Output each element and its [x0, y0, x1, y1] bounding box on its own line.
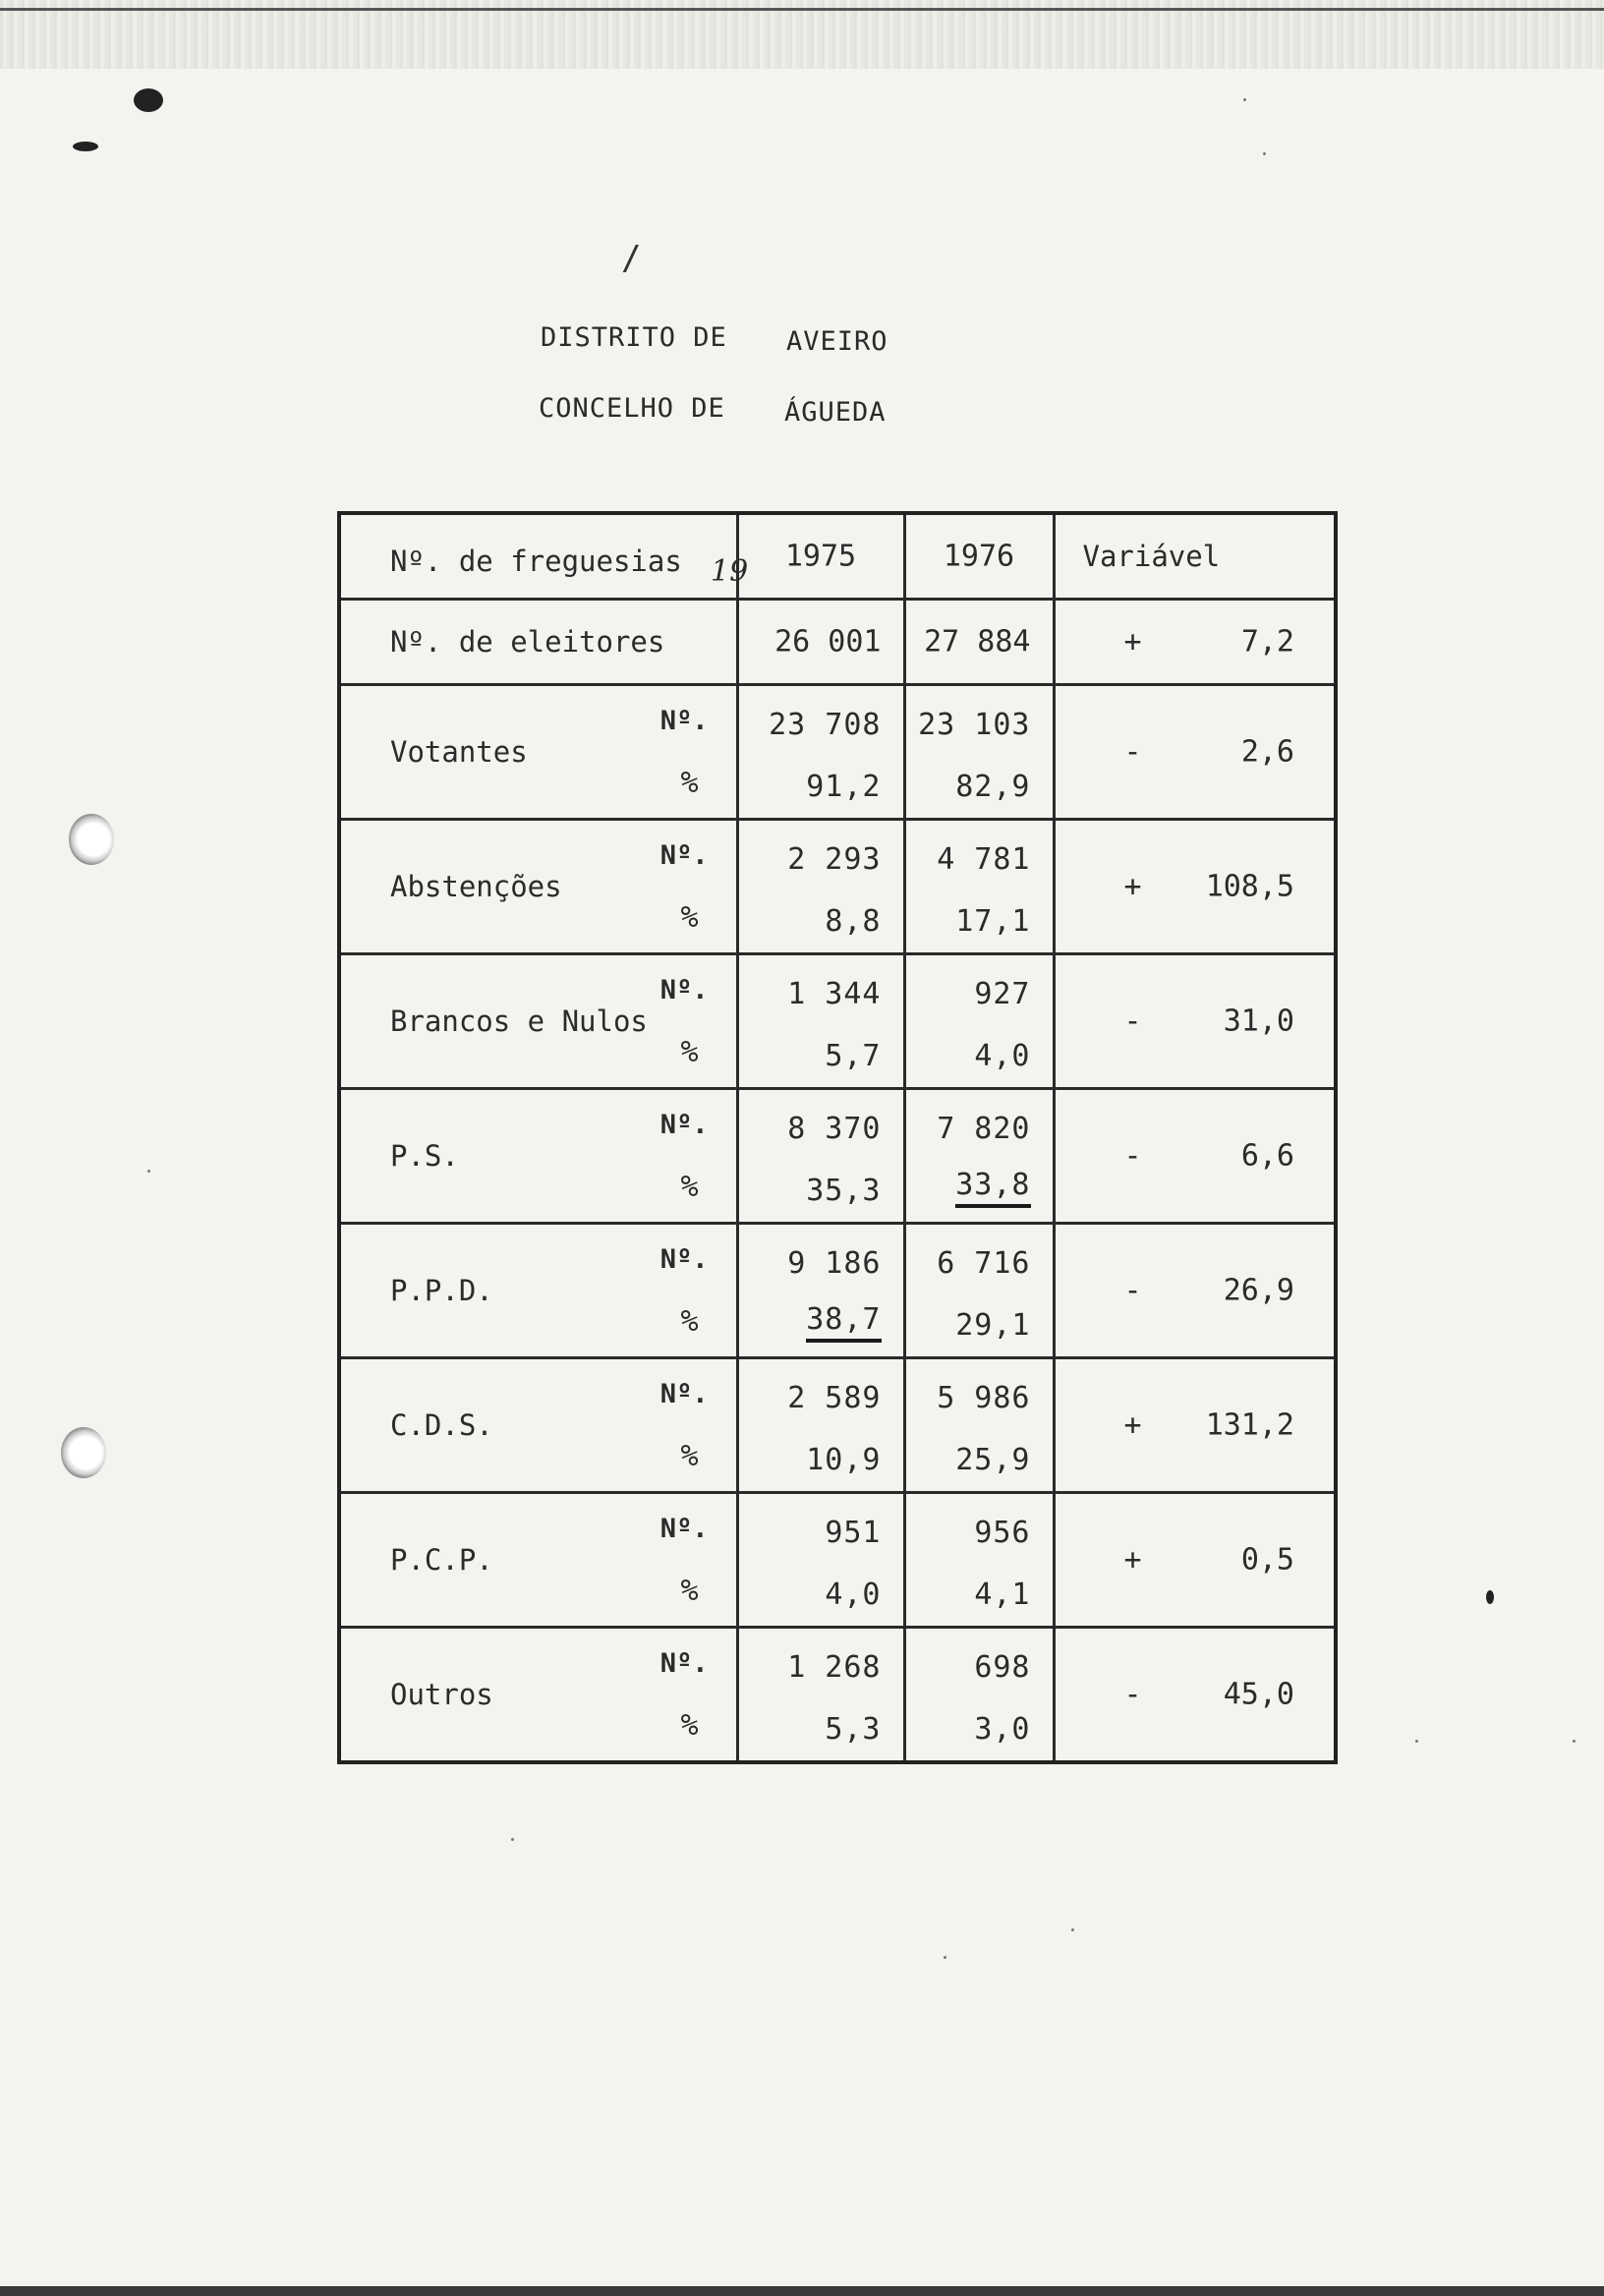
variation-value: 131,2 [1205, 1407, 1294, 1443]
cell-1975 [737, 1089, 904, 1224]
table-row [339, 1089, 1336, 1224]
district-value: AVEIRO [786, 326, 888, 357]
count-1976: 7 820 [937, 1112, 1031, 1146]
row-label-cell [339, 1224, 737, 1358]
percent-marker: % [680, 766, 699, 800]
variation-sign: - [1123, 1138, 1142, 1174]
count-1975: 2 293 [787, 842, 882, 877]
table-row-electors [339, 600, 1336, 685]
percent-1976: 4,1 [974, 1578, 1031, 1612]
percent-1976: 3,0 [974, 1712, 1031, 1747]
municipality-label: CONCELHO DE [539, 393, 725, 424]
percent-1976: 29,1 [955, 1308, 1031, 1343]
table-row [339, 1493, 1336, 1628]
row-label: P.P.D. [390, 1274, 493, 1307]
cell-1975 [737, 820, 904, 954]
cell-1975 [737, 954, 904, 1089]
scan-bottom-edge [0, 2286, 1604, 2296]
variation-cell [1054, 1224, 1336, 1358]
variation-value: 26,9 [1223, 1273, 1294, 1308]
handwritten-slash: / [621, 239, 642, 278]
count-1975: 8 370 [787, 1112, 882, 1146]
count-1975: 1 344 [787, 977, 882, 1011]
electors-label-cell: Nº. de eleitores [339, 600, 737, 685]
punch-hole [61, 1427, 106, 1478]
row-label-cell [339, 1358, 737, 1493]
count-1975: 1 268 [787, 1650, 882, 1685]
header-parishes [339, 513, 749, 600]
header-1976: 1976 [904, 513, 1054, 600]
count-1976: 23 103 [918, 708, 1031, 742]
number-marker: Nº. [659, 1379, 709, 1409]
cell-1976 [904, 685, 1054, 820]
number-marker: Nº. [659, 840, 709, 871]
percent-1976: 25,9 [955, 1443, 1031, 1477]
percent-marker: % [680, 1708, 699, 1743]
row-label-cell [339, 685, 737, 820]
cell-1976 [904, 1358, 1054, 1493]
number-marker: Nº. [659, 706, 709, 736]
cell-1976 [904, 1089, 1054, 1224]
count-1975: 9 186 [787, 1246, 882, 1281]
scan-top-line [0, 8, 1604, 11]
variation-sign: + [1123, 1542, 1142, 1578]
variation-value: 45,0 [1223, 1677, 1294, 1712]
ink-blot [1486, 1590, 1494, 1604]
number-marker: Nº. [659, 1110, 709, 1140]
count-1975: 951 [825, 1516, 882, 1550]
count-1976: 5 986 [937, 1381, 1031, 1415]
variation-cell [1054, 1628, 1336, 1763]
table-row [339, 685, 1336, 820]
percent-marker: % [680, 1439, 699, 1473]
electors-1976: 27 884 [904, 600, 1054, 685]
cell-1976 [904, 1493, 1054, 1628]
electors-1975: 26 001 [737, 600, 904, 685]
cell-1976 [904, 954, 1054, 1089]
variation-cell [1054, 1089, 1336, 1224]
variation-cell [1054, 685, 1336, 820]
percent-1975: 8,8 [825, 904, 882, 939]
ink-blot [134, 88, 163, 112]
row-label: P.C.P. [390, 1543, 493, 1577]
percent-1975: 5,7 [825, 1039, 882, 1073]
row-label-cell [339, 954, 737, 1089]
punch-hole [69, 814, 114, 865]
percent-marker: % [680, 1304, 699, 1339]
cell-1976 [904, 1224, 1054, 1358]
percent-marker: % [680, 1035, 699, 1069]
district-label: DISTRITO DE [541, 322, 727, 353]
municipality-value: ÁGUEDA [784, 397, 887, 428]
row-label-cell [339, 1089, 737, 1224]
speck [1071, 1928, 1074, 1931]
variation-cell [1054, 1493, 1336, 1628]
percent-1975: 91,2 [806, 770, 882, 804]
table-row [339, 1224, 1336, 1358]
count-1976: 4 781 [937, 842, 1031, 877]
cell-1975 [737, 1224, 904, 1358]
count-1976: 698 [974, 1650, 1031, 1685]
variation-value: 108,5 [1205, 869, 1294, 904]
count-1976: 956 [974, 1516, 1031, 1550]
table-row [339, 1628, 1336, 1763]
variation-sign: - [1123, 1273, 1142, 1308]
table-header-row [339, 513, 1336, 600]
speck [147, 1170, 150, 1173]
handwritten-parish-count: 19 [711, 554, 749, 589]
variation-value: 2,6 [1240, 734, 1294, 770]
speck [511, 1838, 514, 1841]
count-1975: 23 708 [769, 708, 882, 742]
speck [1263, 152, 1266, 155]
number-marker: Nº. [659, 1514, 709, 1544]
percent-1975: 5,3 [825, 1712, 882, 1747]
variation-sign: + [1123, 869, 1142, 904]
cell-1976 [904, 820, 1054, 954]
percent-marker: % [680, 900, 699, 935]
number-marker: Nº. [659, 1648, 709, 1679]
header-parishes-label: Nº. de freguesias [390, 545, 682, 578]
variation-value: 0,5 [1240, 1542, 1294, 1578]
cell-1975 [737, 685, 904, 820]
variation-value: 31,0 [1223, 1004, 1294, 1039]
header-variation: Variável [1054, 513, 1336, 600]
cell-1975 [737, 1628, 904, 1763]
election-results-table [337, 511, 1338, 1764]
variation-sign: - [1123, 734, 1142, 770]
ink-blot [73, 142, 98, 151]
percent-marker: % [680, 1574, 699, 1608]
cell-1976 [904, 1628, 1054, 1763]
variation-sign: + [1123, 1407, 1142, 1443]
speck [1415, 1740, 1418, 1743]
percent-1976: 17,1 [955, 904, 1031, 939]
variation-cell [1054, 820, 1336, 954]
electors-variation: + 7,2 [1054, 600, 1336, 685]
speck [1573, 1740, 1575, 1743]
variation-sign: - [1123, 1677, 1142, 1712]
row-label: C.D.S. [390, 1408, 493, 1442]
row-label-cell [339, 820, 737, 954]
variation-cell [1054, 1358, 1336, 1493]
percent-1975: 35,3 [806, 1174, 882, 1208]
number-marker: Nº. [659, 1244, 709, 1275]
variation-cell [1054, 954, 1336, 1089]
percent-1975: 10,9 [806, 1443, 882, 1477]
cell-1975 [737, 1358, 904, 1493]
variation-sign: - [1123, 1004, 1142, 1039]
row-label: Abstenções [390, 870, 562, 903]
header-1975: 1975 [737, 513, 904, 600]
percent-marker: % [680, 1170, 699, 1204]
row-label: Brancos e Nulos [390, 1004, 648, 1038]
table-row [339, 820, 1336, 954]
row-label: P.S. [390, 1139, 459, 1173]
row-label: Votantes [390, 735, 528, 769]
row-label-cell [339, 1493, 737, 1628]
percent-1975: 4,0 [825, 1578, 882, 1612]
table-row [339, 1358, 1336, 1493]
percent-1976: 82,9 [955, 770, 1031, 804]
percent-1975: 38,7 [806, 1302, 881, 1343]
speck [1243, 98, 1246, 101]
variation-value: 6,6 [1240, 1138, 1294, 1174]
row-label-cell [339, 1628, 737, 1763]
row-label: Outros [390, 1678, 493, 1711]
count-1975: 2 589 [787, 1381, 882, 1415]
percent-1976: 33,8 [955, 1168, 1030, 1208]
percent-1976: 4,0 [974, 1039, 1031, 1073]
cell-1975 [737, 1493, 904, 1628]
speck [944, 1956, 946, 1959]
number-marker: Nº. [659, 975, 709, 1005]
count-1976: 927 [974, 977, 1031, 1011]
table-row [339, 954, 1336, 1089]
count-1976: 6 716 [937, 1246, 1031, 1281]
party-rows [339, 685, 1336, 1763]
